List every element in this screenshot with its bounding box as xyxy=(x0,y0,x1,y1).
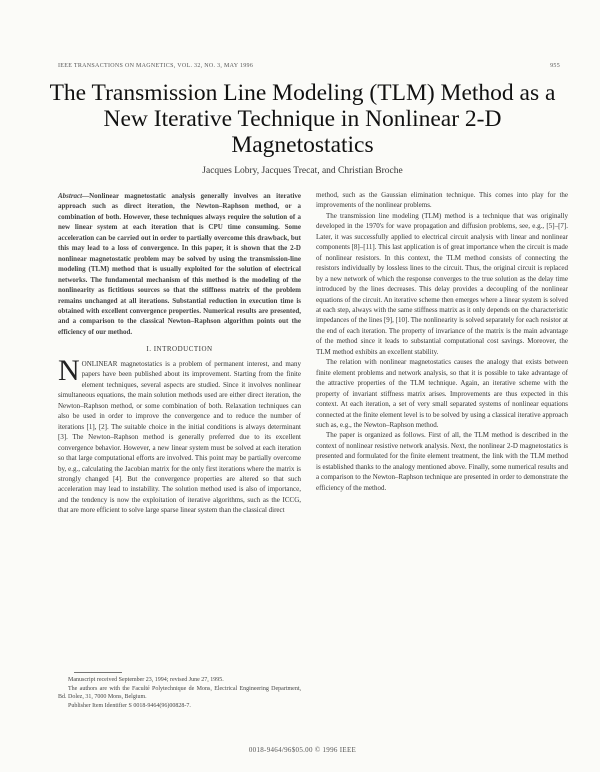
intro-paragraph: ONLINEAR magnetostatics is a problem of permanent interest, and many papers have been published about its improvement. Starting from the finite element techniques, several aspects are studied. Since it involves nonlinear simultaneous equations, the main solution methods used are either direct iteration, the Newton–Raphson method, or some combination of both. Relaxation techniques can also be used in order to improve the convergence and to reduce the number of iterations [1], [2]. The suitable choice in the initial conditions is always determinant [3]. The Newton–Raphson method is generally preferred due to its excellent convergence behavior. However, a new linear system must be solved at each iteration so that large computational efforts are involved. This point may be partially overcome by, e.g., calculating the Jacobian matrix for the only first iterations where the matrix is strongly changed [4]. But the convergence properties are altered so that such acceleration may lead to instability. The solution method used is also of importance, and the tendency is now the exploitation of iterative algorithms, such as the ICCG, that are more efficient to solve large sparse linear system than the classical direct xyxy=(58,360,301,515)
section-heading: I. INTRODUCTION xyxy=(146,345,213,353)
right-paragraph-4: The paper is organized as follows. First of all, the TLM method is described in the context of nonlinear resistive network analysis. Next, the nonlinear 2-D magnetostatics is presented and formulated for the finite element treatment, the link with the TLM method is established thanks to the analogy mentioned above. Finally, some numerical results and a comparison to the Newton–Raphson technique are presented in order to demonstrate the efficiency of the method. xyxy=(316,431,568,492)
right-paragraph-1: method, such as the Gaussian elimination technique. This comes into play for the improvements of the nonlinear problems. xyxy=(316,191,568,210)
footnote-identifier: Publisher Item Identifier S 0018-9464(96)00828-7. xyxy=(68,702,191,709)
footnote-received: Manuscript received September 23, 1994; revised June 27, 1995. xyxy=(68,677,224,683)
right-paragraph-2: The transmission line modeling (TLM) method is a technique that was originally developed in the 1970's for wave propagation and diffusion problems, see, e.g., [5]–[7]. Later, it was successfully applied to electrical circuit analysis with linear and nonlinear components [8]–[11]. This last application is of great importance when the circuit is made of nonlinear resistors. In this context, the TLM method consists of connecting the resistors individually by lossless lines to the circuit. Thus, the original circuit is replaced by a new network of which the response converges to the true solution as the delay time introduced by the lines decreases. This delay provides a decoupling of the nonlinear equations of the circuit. An iterative scheme then emerges where a linear system is solved at each step, always with the same stiffness matrix as it only depends on the characteristic impedances of the lines [9], [10]. The nonlinearity is solved separately for each resistor at the end of each iteration. The property of invariance of the matrix is the main advantage of the method since it leads to substantial computational cost savings. Moreover, the TLM method exhibits an excellent stability. xyxy=(316,211,568,356)
footnote-rule xyxy=(74,672,122,673)
paper-title: The Transmission Line Modeling (TLM) Method as a New Iterative Technique in Nonlinear 2-D Magnetostatics xyxy=(49,80,556,158)
page-number: 955 xyxy=(550,63,560,69)
journal-header: IEEE TRANSACTIONS ON MAGNETICS, VOL. 32, NO. 3, MAY 1996 xyxy=(58,63,254,69)
abstract-label: Abstract— xyxy=(58,192,90,200)
footnote xyxy=(58,676,301,710)
author-list: Jacques Lobry, Jacques Trecat, and Christian Broche xyxy=(202,166,403,176)
copyright-code: 0018-9464/96$05.00 © 1996 IEEE xyxy=(248,746,357,754)
abstract-text: Nonlinear magnetostatic analysis generally involves an iterative approach such as direct iteration, the Newton–Raphson method, or a combination of both. However, these techniques always require the solution of a new linear system at each iteration that is CPU time consuming. Some acceleration can be carried out in order to partially overcome this drawback, but this may lead to a loss of convergence. In this paper, it is shown that the 2-D nonlinear magnetostatic problem may be solved by using the transmission-line modeling (TLM) method that is usually exploited for the solution of electrical networks. The fundamental mechanism of this method is the modeling of the nonlinearity as fictitious sources so that the stiffness matrix of the problem remains unchanged at all iterations. Substantial reduction in execution time is obtained with excellent convergence properties. Numerical results are presented, and a comparison to the classical Newton–Raphson algorithm points out the efficiency of our method. xyxy=(58,192,301,336)
drop-cap: N xyxy=(58,354,80,387)
right-paragraph-3: The relation with nonlinear magnetostatics causes the analogy that exists between finite element problems and network analysis, so that it is possible to take advantage of the attractive properties of the TLM technique. Again, an iterative scheme with the property of invariant stiffness matrix arises. Improvements are thus expected in this context. At each iteration, a set of very small separated systems of nonlinear equations connected at the finite element level is to be solved by using a classical iterative approach such as, e.g., the Newton–Raphson method. xyxy=(316,358,568,429)
abstract xyxy=(58,191,301,337)
intro-column xyxy=(58,354,301,516)
right-column xyxy=(316,190,568,493)
footnote-affiliation: The authors are with the Faculté Polytechnique de Mons, Electrical Engineering Department, Bd. Dolez, 31, 7000 Mons, Belgium. xyxy=(58,685,301,701)
